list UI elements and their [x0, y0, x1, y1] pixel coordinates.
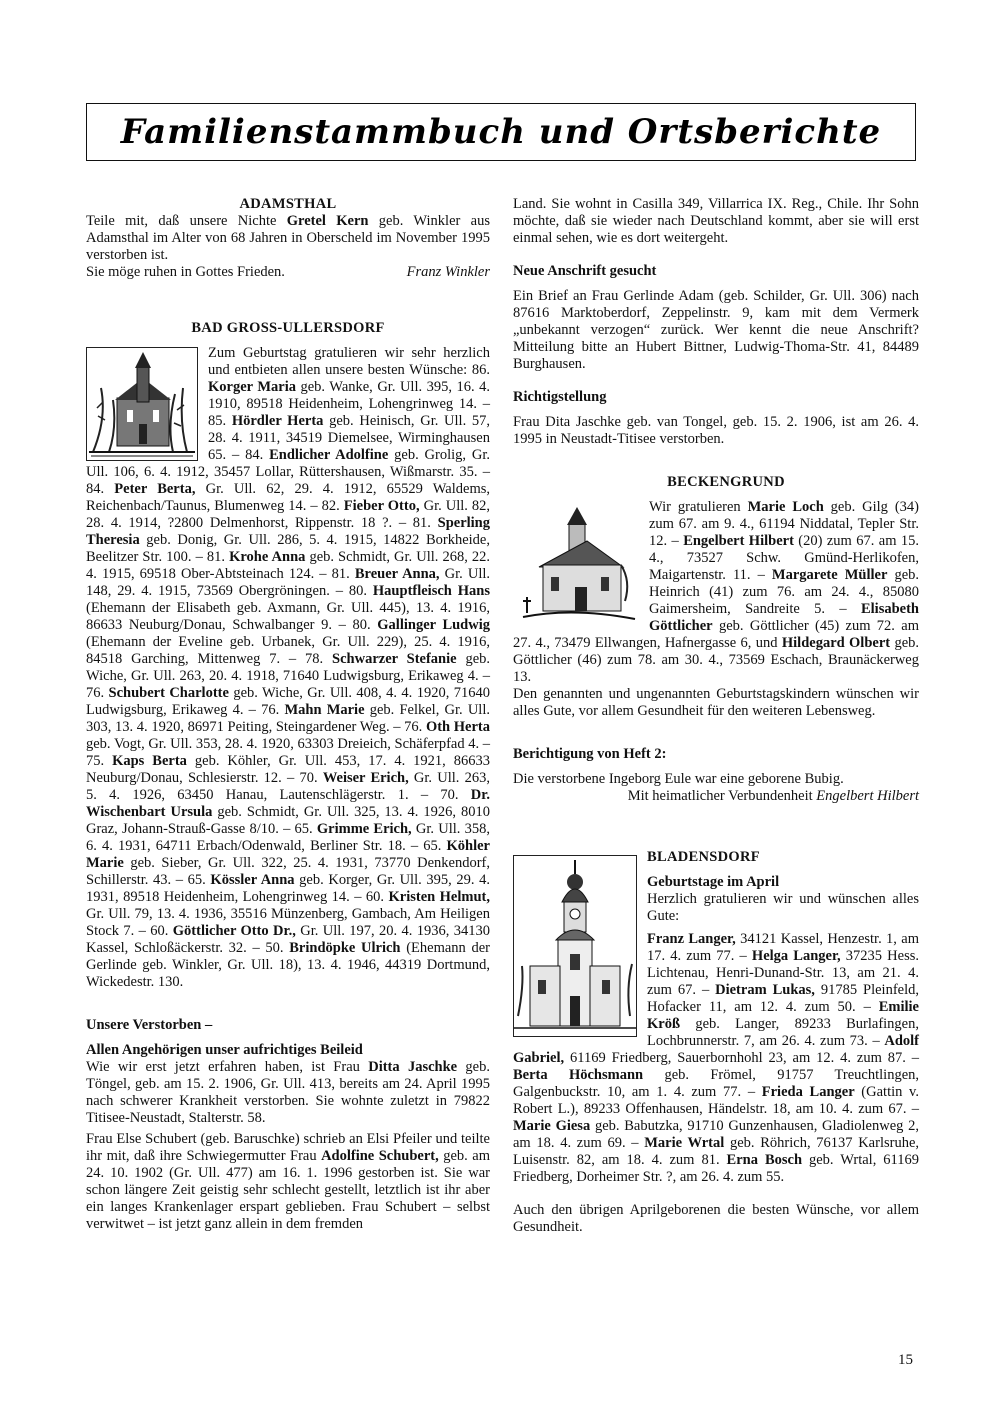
beileid-heading: Allen Angehörigen unser aufrichtiges Beileid [86, 1042, 363, 1058]
baroque-church-illustration [513, 855, 637, 1037]
person-name: Schubert Charlotte [108, 685, 229, 701]
bladensdorf-subheading: Geburtstage im April [647, 874, 780, 890]
person-name: Berta Höchsmann [513, 1067, 644, 1083]
person-name: Hauptfleisch Hans [372, 583, 490, 599]
person-name: Korger Maria [208, 379, 296, 395]
text-segment: geb. Schmidt, Gr. Ull. 268, 22. 4. 1915, 69518 Ober-Abtsteinach 124. – 81. [86, 549, 490, 582]
text-segment: (Ehemann der Elisabeth geb. Axmann, Gr. Ull. 445), 13. 4. 1916, 86633 Neuburg/Donau, Schwalbanger 9. – 80. [86, 600, 490, 633]
text-segment: (Ehemann der Gerlinde geb. Winkler, Gr. Ull. 18), 13. 4. 1946, 44319 Dortmund, Wickedestr. 130. [86, 940, 490, 990]
anschrift-heading: Neue Anschrift gesucht [513, 263, 657, 279]
text-segment: geb. Felkel, Gr. Ull. 303, 13. 4. 1920, 86971 Peiting, Steingardener Weg. – 76. [86, 702, 490, 735]
person-name: Marie Wrtal [644, 1135, 725, 1151]
text-segment: Gr. Ull. 263, 5. 4. 1926, 63450 Hanau, Lautenschlägerstr. 1. – 70. [86, 770, 490, 803]
person-name: Erna Bosch [726, 1152, 803, 1168]
text-segment: geb. Korger, Gr. Ull. 395, 29. 4. 1931, 89518 Heidenheim, Lohengrinweg 14. – 60. [86, 872, 490, 905]
person-name: Franz Langer, [647, 931, 736, 947]
person-name: Breuer Anna, [354, 566, 440, 582]
text-segment: geb. Göttlicher (46) zum 78. am 30. 4., 73569 Eschach, Braunäckerweg 13. [513, 635, 920, 685]
verstorben-heading: Unsere Verstorben – [86, 1017, 213, 1033]
person-name: Margarete Müller [771, 567, 888, 583]
continuation-paragraph: Land. Sie wohnt in Casilla 349, Villarrica IX. Reg., Chile. Ihr Sohn möchte, daß sie wieder nach Deutschland kommt, aber sie will erst einmal sehen, wie es dort weitergeht. [513, 196, 919, 246]
person-name: Sperling Theresia [86, 515, 490, 548]
text-segment: Gr. Ull. 197, 20. 4. 1936, 34130 Kassel, Schloßäckerstr. 32. – 50. [86, 923, 490, 956]
person-name: Peter Berta, [114, 481, 196, 497]
text-segment: Wir gratulieren [649, 499, 748, 515]
person-name: Krohe Anna [229, 549, 306, 565]
text-segment: geb. Sieber, Gr. Ull. 322, 25. 4. 1931, 73770 Denkendorf, Schillerstr. 43. – 65. [86, 855, 490, 888]
text-segment: geb. Grolig, Gr. Ull. 106, 6. 4. 1912, 35457 Lollar, Rüttershausen, Wißmarstr. 35. – 84. [86, 447, 491, 497]
person-name: Kaps Berta [112, 753, 187, 769]
person-name: Helga Langer, [751, 948, 841, 964]
beckengrund-wishes: Den genannten und ungenannten Geburtstagskindern wünschen wir alles Gute, vor allem Gesundheit für den weiteren Lebensweg. [513, 686, 919, 719]
text-segment: geb. Köhler, Gr. Ull. 453, 17. 4. 1921, 86633 Neuburg/Donau, Schlesierstr. 12. – 70. [86, 753, 491, 786]
berichtigung-sign-prefix: Mit heimatlicher Verbundenheit [627, 788, 817, 804]
chapel-illustration [513, 501, 639, 631]
person-name: Endlicher Adolfine [269, 447, 389, 463]
bad-gross-ullersdorf-title: BAD GROSS-ULLERSDORF [191, 320, 385, 336]
person-name: Mahn Marie [284, 702, 365, 718]
text-segment: geb. Heinisch, Gr. Ull. 57, 28. 4. 1911, 34519 Diemelsee, Wirminghausen 65. – 84. [208, 413, 491, 463]
beckengrund-title: BECKENGRUND [667, 474, 785, 490]
text-segment: geb. Wanke, Gr. Ull. 395, 16. 4. 1910, 89518 Heidenheim, Lohengrinweg 14. – 85. [208, 379, 490, 429]
text-segment: 61169 Friedberg, Sauerbornhohl 23, am 12. 4. zum 87. – [564, 1050, 919, 1066]
bladensdorf-intro: Herzlich gratulieren wir und wünschen alles Gute: [647, 891, 919, 924]
text-segment: geb. Donig, Gr. Ull. 286, 5. 4. 1915, 14822 Borkheide, Beelitzer Str. 100. – 81. [86, 532, 490, 565]
text-segment: Gr. Ull. 148, 29. 4. 1915, 73569 Obergröningen. – 80. [86, 566, 490, 599]
person-name: Hördler Herta [231, 413, 324, 429]
person-name: Fieber Otto, [343, 498, 420, 514]
text-segment: geb. Wrtal, 61169 Friedberg, Dorheimer Str. ?, am 26. 4. zum 55. [513, 1152, 920, 1185]
berichtigung-heading: Berichtigung von Heft 2: [513, 746, 667, 762]
adamsthal-signature: Franz Winkler [406, 264, 490, 280]
text-segment: geb. Röhrich, 76137 Karlsruhe, Luisenstr. 82, am 18. 4. zum 81. [513, 1135, 920, 1168]
text-segment: geb. Winkler aus Adamsthal im Alter von 68 Jahren in Oberscheld im November 1995 verstorben ist. [86, 213, 490, 263]
text-segment: Wie wir erst jetzt erfahren haben, ist Frau [86, 1059, 369, 1075]
person-name: Elisabeth Göttlicher [649, 601, 919, 634]
text-segment: Gr. Ull. 82, 28. 4. 1914, ?2800 Delmenhorst, Rippenstr. 18 ?. – 81. [86, 498, 490, 531]
church-illustration [86, 347, 198, 461]
text-segment: geb. Babutzka, 91710 Gunzenhausen, Gladiolenweg 2, am 18. 4. zum 69. – [513, 1118, 919, 1151]
person-name: Engelbert Hilbert [683, 533, 794, 549]
text-segment: geb. Wiche, Gr. Ull. 408, 4. 4. 1920, 71640 Ludwigsburg, Erikaweg 4. – 76. [86, 685, 490, 718]
anschrift-paragraph: Ein Brief an Frau Gerlinde Adam (geb. Schilder, Gr. Ull. 306) nach 87616 Marktoberdorf, Zeppelinstr. 9, kam mit dem Vermerk „unbekannt verzogen“ zurück. Wer kennt die neue Anschrift? Mitteilung bitte an Hubert Bittner, Ludwig-Thoma-Str. 41, 84489 Burghausen. [513, 288, 919, 372]
person-name: Gallinger Ludwig [377, 617, 490, 633]
text-segment: geb. Töngel, geb. am 15. 2. 1906, Gr. Ull. 413, bereits am 24. April 1995 nach schwerer Krankheit verstorben. Sie wohnte zuletzt in 79822 Titisee-Neustadt, Stalterstr. 58. [86, 1059, 490, 1126]
berichtigung-paragraph: Die verstorbene Ingeborg Eule war eine geborene Bubig. [513, 771, 844, 787]
text-segment: (20) zum 67. am 15. 4., 73527 Schw. Gmünd-Herlikofen, Maigartenstr. 11. – [649, 533, 919, 583]
text-segment: geb. Frömel, 91757 Treuchtlingen, Galgenbuckstr. 10, am 1. 4. zum 77. – [513, 1067, 920, 1100]
right-column [513, 196, 919, 1236]
text-segment: Gr. Ull. 62, 29. 4. 1912, 65529 Waldems, Reichenbach/Taunus, Blumenweg 14. – 82. [86, 481, 491, 514]
ditta-jaschke-paragraph [86, 1059, 490, 1127]
person-name: Brindöpke Ulrich [289, 940, 401, 956]
person-name: Marie Loch [747, 499, 824, 515]
text-segment: Gr. Ull. 79, 13. 4. 1936, 35516 Münzenberg, Gambach, Am Heiligen Stock 7. – 60. [86, 906, 490, 939]
richtigstellung-heading: Richtigstellung [513, 389, 607, 405]
bladensdorf-closing: Auch den übrigen Aprilgeborenen die besten Wünsche, vor allem Gesundheit. [513, 1202, 919, 1235]
person-name: Dietram Lukas, [715, 982, 815, 998]
text-segment: geb. Vogt, Gr. Ull. 353, 28. 4. 1920, 63303 Dreieich, Schäferpfad 4. – 75. [86, 736, 490, 769]
bladensdorf-title: BLADENSDORF [647, 849, 760, 865]
adamsthal-paragraph [86, 213, 490, 264]
person-name: Oth Herta [425, 719, 490, 735]
text-segment: geb. Göttlicher (45) zum 72. am 27. 4., 73479 Ellwangen, Hafnergasse 6, und [513, 618, 919, 651]
text-segment: (Ehemann der Eveline geb. Urbanek, Gr. Ull. 229), 25. 4. 1916, 84518 Garching, Mittenweg 7. – 78. [86, 634, 490, 667]
person-name: Gretel Kern [286, 213, 369, 229]
text-segment: geb. Wiche, Gr. Ull. 263, 20. 4. 1918, 71640 Ludwigsburg, Erikaweg 4. – 76. [86, 651, 491, 701]
text-segment: 37235 Hess. Lichtenau, Henri-Dunand-Str. 13, am 21. 4. zum 67. – [647, 948, 919, 998]
text-segment: 34121 Kassel, Henzestr. 1, am 17. 4. zum 77. – [647, 931, 919, 964]
person-name: Ditta Jaschke [368, 1059, 458, 1075]
section-banner [86, 103, 916, 161]
text-segment: Teile mit, daß unsere Nichte [86, 213, 287, 229]
schubert-paragraph [86, 1131, 490, 1233]
adamsthal-closing: Sie möge ruhen in Gottes Frieden. [86, 264, 285, 280]
text-segment: Zum Geburtstag gratulieren wir sehr herzlich und entbieten allen unsere besten Wünsche: 86. [208, 345, 490, 378]
text-segment: (Gattin v. Robert L.), 89233 Offenhausen, Händelstr. 18, am 10. 4. zum 67. – [513, 1084, 919, 1117]
person-name: Kössler Anna [210, 872, 295, 888]
person-name: Grimme Erich, [316, 821, 412, 837]
person-name: Schwarzer Stefanie [332, 651, 457, 667]
person-name: Hildegard Olbert [781, 635, 891, 651]
person-name: Emilie Kröß [647, 999, 919, 1032]
text-segment: geb. Schmidt, Gr. Ull. 325, 13. 4. 1926, 8010 Graz, Johann-Strauß-Gasse 8/10. – 65. [86, 804, 490, 837]
text-segment: geb. Langer, 89233 Burlafingen, Lochbrunnerstr. 7, am 26. 4. zum 73. – [647, 1016, 919, 1049]
person-name: Marie Giesa [513, 1118, 591, 1134]
person-name: Dr. Wischenbart Ursula [86, 787, 490, 820]
text-segment: Frau Else Schubert (geb. Baruschke) schrieb an Elsi Pfeiler und teilte ihr mit, daß ihre Schwiegermutter Frau [86, 1131, 490, 1164]
adamsthal-signline [86, 264, 490, 281]
person-name: Adolf Gabriel, [513, 1033, 919, 1066]
person-name: Göttlicher Otto Dr., [172, 923, 296, 939]
person-name: Weiser Erich, [322, 770, 409, 786]
person-name: Kristen Helmut, [388, 889, 490, 905]
left-column [86, 196, 490, 1233]
page-number: 15 [898, 1352, 913, 1368]
person-name: Frieda Langer [761, 1084, 855, 1100]
berichtigung-signline [513, 788, 919, 805]
person-name: Adolfine Schubert, [321, 1148, 439, 1164]
text-segment: geb. Gilg (34) zum 67. am 9. 4., 61194 Niddatal, Tepler Str. 12. – [649, 499, 919, 549]
text-segment: geb. am 24. 10. 1902 (Gr. Ull. 477) am 16. 1. 1996 gestorben ist. Sie war schon längere Zeit geistig sehr schlecht gestellt, letztlich ist ihr aber ein langes Krankenlager erspart geblieben. Frau Schubert – selbst verwitwet – ist jetzt ganz allein in dem fremden [86, 1148, 490, 1232]
text-segment: 91785 Pleinfeld, Hofacker 11, am 12. 4. zum 50. – [647, 982, 919, 1015]
person-name: Köhler Marie [86, 838, 490, 871]
text-segment: Gr. Ull. 358, 6. 4. 1931, 64711 Erbach/Odenwald, Berliner Str. 18. – 65. [86, 821, 490, 854]
richtigstellung-paragraph: Frau Dita Jaschke geb. van Tongel, geb. 15. 2. 1906, ist am 26. 4. 1995 in Neustadt-Titisee verstorben. [513, 414, 919, 447]
text-segment: geb. Heinrich (41) zum 76. am 24. 4., 85080 Gaimersheim, Sandreite 5. – [649, 567, 920, 617]
adamsthal-title: ADAMSTHAL [239, 196, 337, 212]
berichtigung-signature: Engelbert Hilbert [816, 788, 919, 804]
banner-title: Familienstammbuch und Ortsberichte [120, 111, 882, 152]
